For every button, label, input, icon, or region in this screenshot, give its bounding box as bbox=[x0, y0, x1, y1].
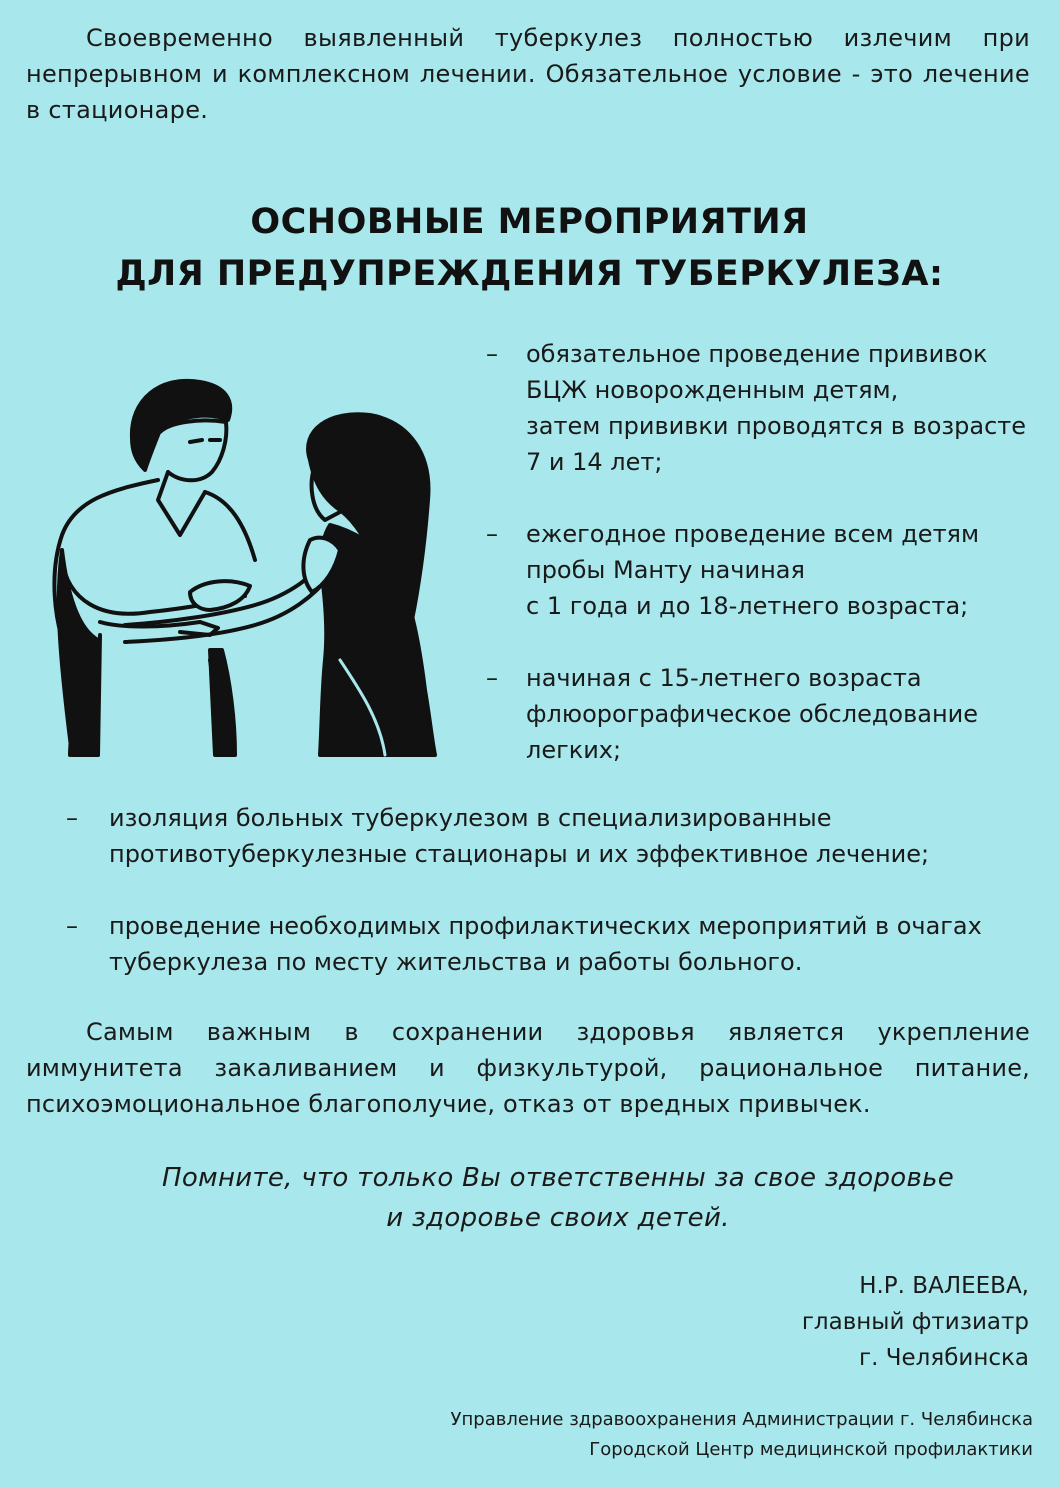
bullet-text: обязательное проведение прививок БЦЖ новорожденным детям, затем прививки проводятся в возрасте 7 и 14 лет; bbox=[526, 340, 1027, 476]
closing-paragraph: Самым важным в сохранении здоровья является укрепление иммунитета закаливанием и физкультурой, рациональное питание, психоэмоциональное благополучие, отказ от вредных привычек. bbox=[26, 1018, 1030, 1118]
intro-paragraph: Своевременно выявленный туберкулез полностью излечим при непрерывном и комплексном лечении. Обязательное условие - это лечение в стационаре. bbox=[26, 24, 1030, 124]
bullet-text: изоляция больных туберкулезом в специализированные противотуберкулезные стационары и их эффективное лечение; bbox=[109, 804, 930, 868]
bullet-dash: – bbox=[66, 804, 78, 832]
bullet-dash: – bbox=[66, 912, 78, 940]
illustration-svg bbox=[40, 360, 450, 760]
main-heading bbox=[0, 196, 1059, 300]
bullet-text: проведение необходимых профилактических мероприятий в очагах туберкулеза по месту жительства и работы больного. bbox=[109, 912, 982, 976]
doctor-hand bbox=[190, 581, 250, 610]
signature-city: г. Челябинска bbox=[859, 1345, 1029, 1371]
bullet-text: начиная с 15-летнего возраста флюорографическое обследование легких; bbox=[526, 664, 979, 764]
footer-credits bbox=[451, 1405, 1033, 1465]
list-item bbox=[486, 660, 1046, 768]
bullet-list-right bbox=[486, 336, 1046, 804]
bullet-dash: – bbox=[486, 520, 498, 548]
signature-name: Н.Р. ВАЛЕЕВА, bbox=[859, 1273, 1029, 1299]
bullet-text: ежегодное проведение всем детям пробы Манту начиная с 1 года и до 18-летнего возраста; bbox=[526, 520, 980, 620]
bullet-dash: – bbox=[486, 340, 498, 368]
bullet-dash: – bbox=[486, 664, 498, 692]
heading-line-2: ДЛЯ ПРЕДУПРЕЖДЕНИЯ ТУБЕРКУЛЕЗА: bbox=[115, 254, 944, 294]
list-item bbox=[66, 800, 1046, 872]
child-figure bbox=[125, 414, 435, 755]
signature-position: главный фтизиатр bbox=[801, 1309, 1029, 1335]
bullet-list-full bbox=[66, 800, 1046, 1016]
list-item bbox=[66, 908, 1046, 980]
signature-block bbox=[802, 1268, 1029, 1376]
reminder-line-2: и здоровье своих детей. bbox=[386, 1203, 730, 1233]
doctor-figure bbox=[54, 381, 255, 755]
list-item bbox=[486, 336, 1046, 480]
list-item bbox=[486, 516, 1046, 624]
footer-line-1: Управление здравоохранения Администрации г. Челябинска bbox=[450, 1409, 1033, 1430]
reminder-text bbox=[0, 1158, 1059, 1238]
heading-line-1: ОСНОВНЫЕ МЕРОПРИЯТИЯ bbox=[250, 202, 809, 242]
footer-line-2: Городской Центр медицинской профилактики bbox=[589, 1439, 1033, 1460]
doctor-examining-child-illustration bbox=[40, 360, 450, 760]
reminder-line-1: Помните, что только Вы ответственны за свое здоровье bbox=[161, 1163, 955, 1193]
